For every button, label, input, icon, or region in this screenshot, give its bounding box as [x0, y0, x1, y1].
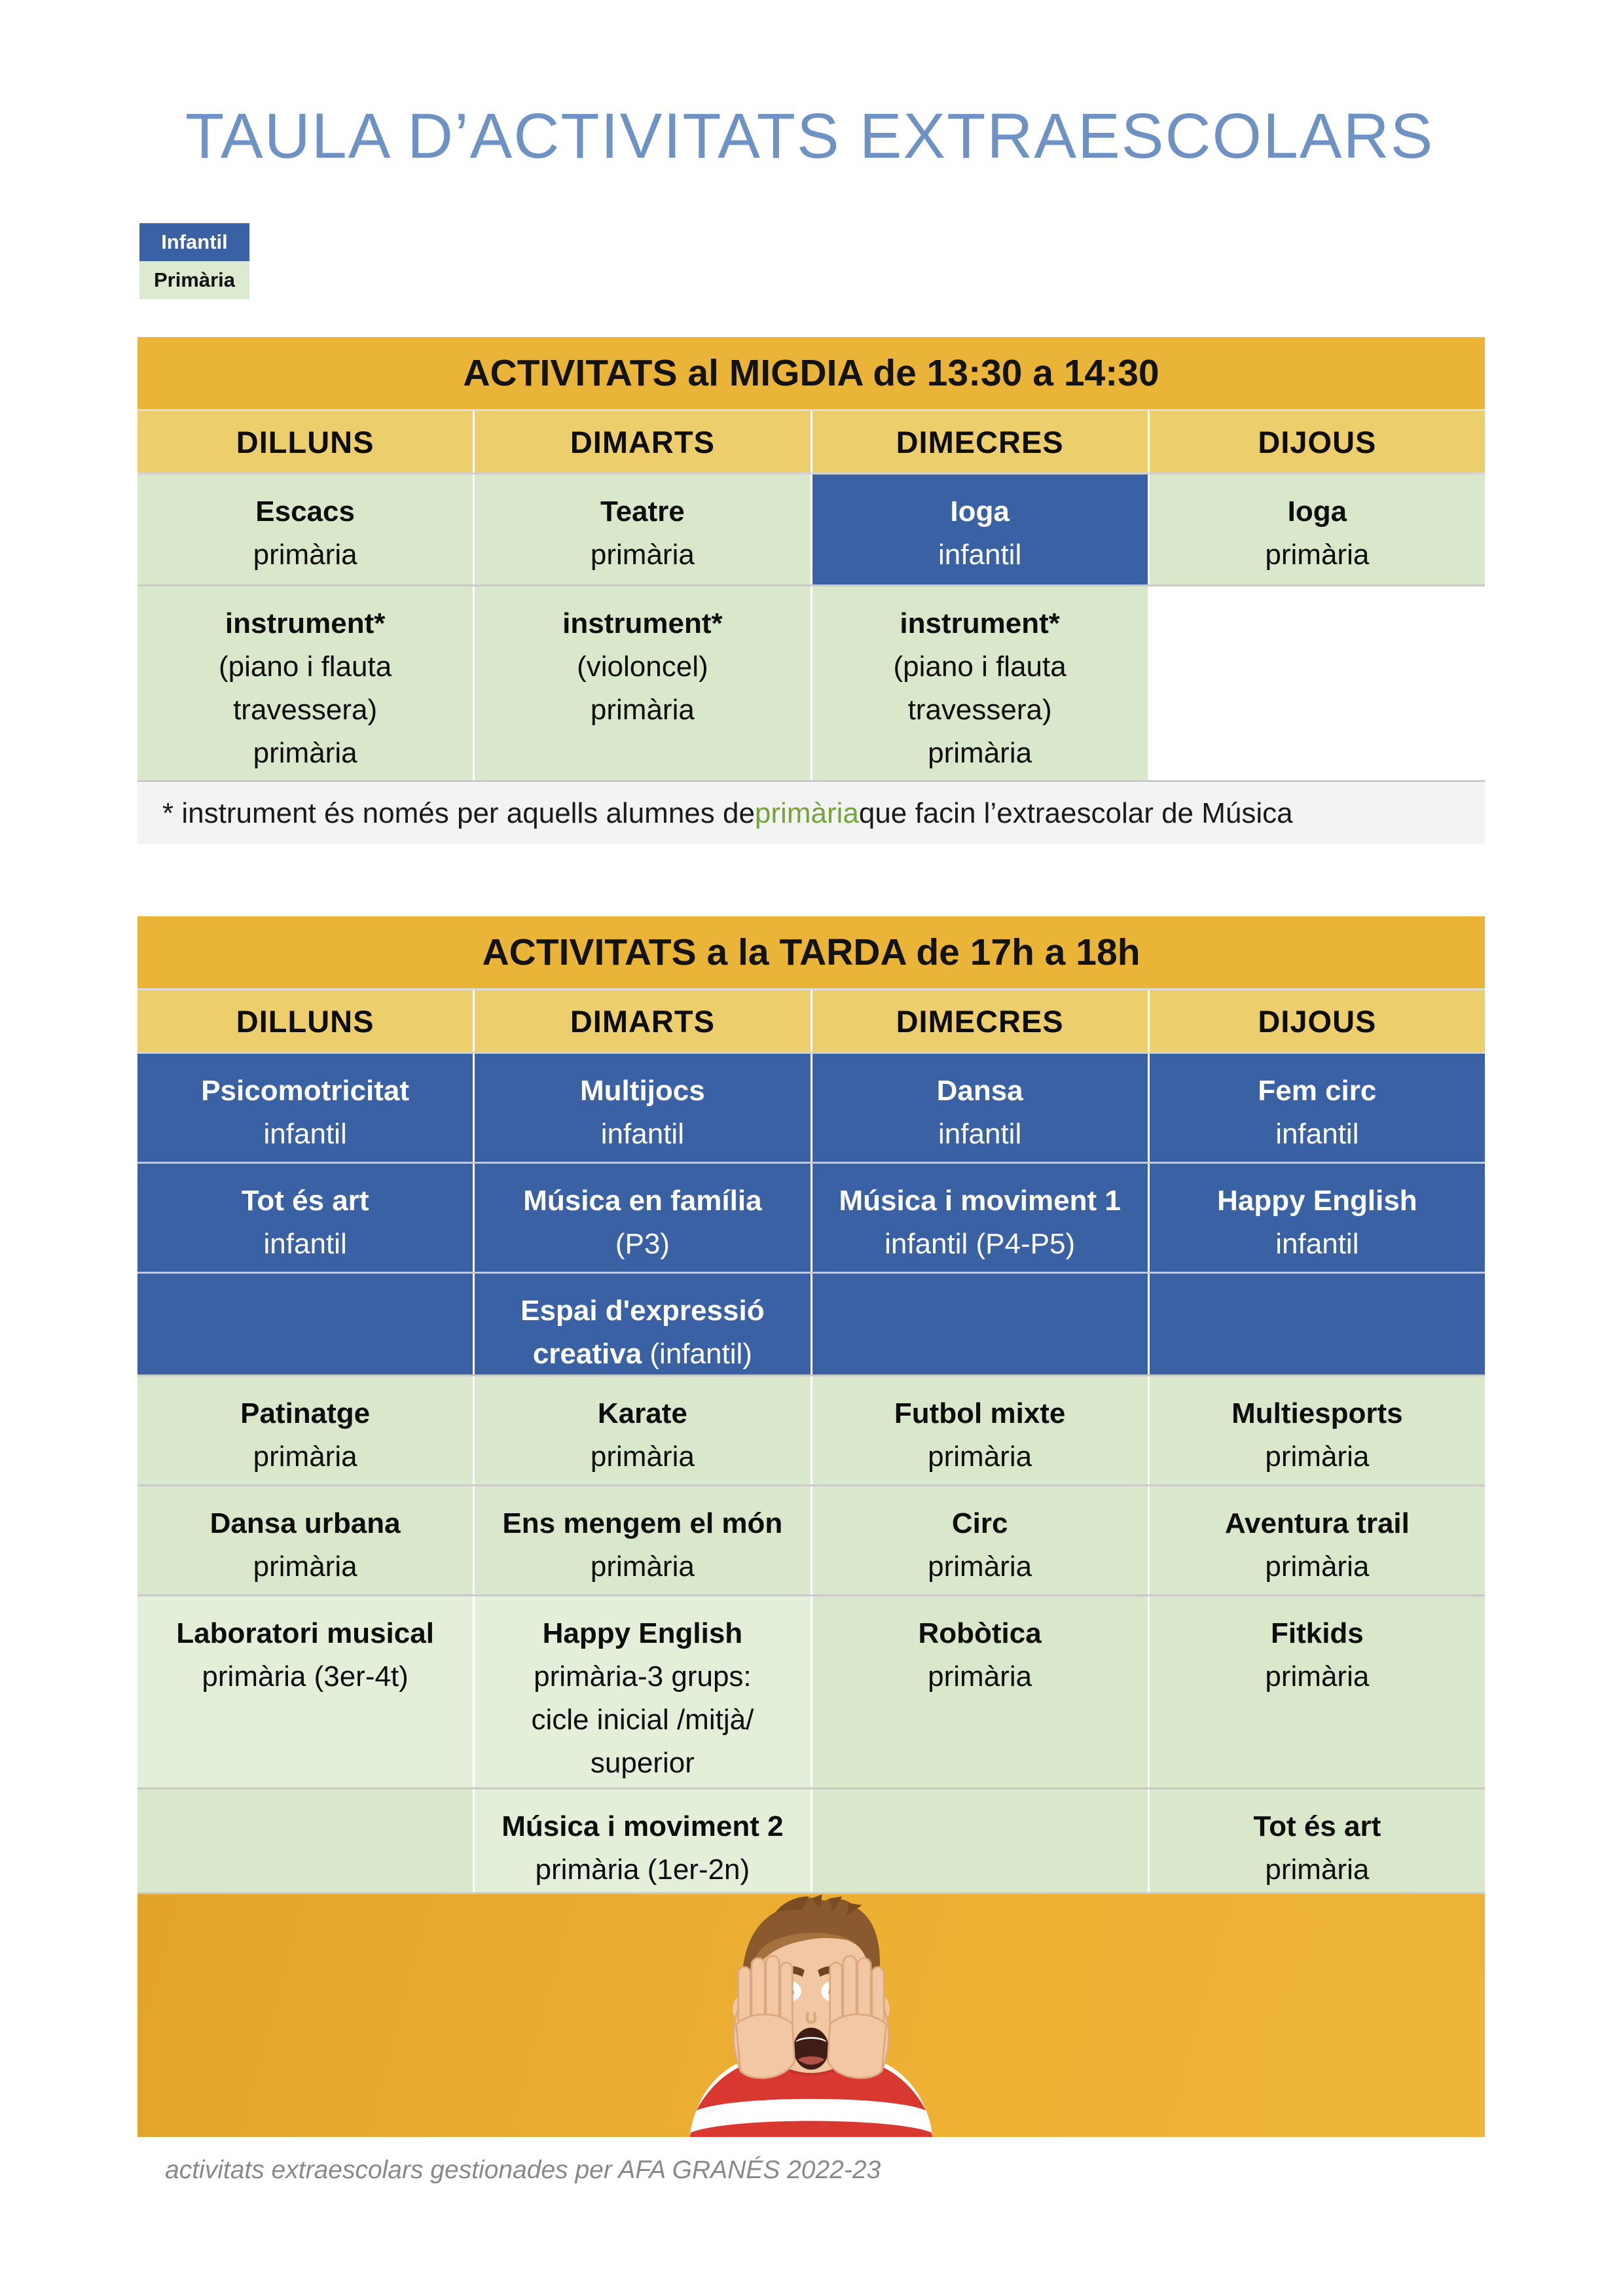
activity-cell: [812, 1486, 1148, 1594]
activity-table: [137, 916, 1485, 1894]
cell-text: travessera): [907, 694, 1052, 726]
legend-item-primaria: [139, 261, 249, 299]
activity-cell: [1150, 1376, 1485, 1484]
activity-cell: [812, 1054, 1148, 1162]
weekday-header: DIJOUS: [1150, 411, 1485, 473]
weekday-header-row: [137, 990, 1485, 1052]
cell-text: Música i moviment 1: [839, 1185, 1121, 1217]
cell-line: [264, 1113, 347, 1156]
cell-line: [253, 732, 357, 775]
cell-line: [202, 1655, 408, 1698]
page-title: TAULA D’ACTIVITATS EXTRAESCOLARS: [185, 100, 1434, 171]
table-row: [137, 1054, 1485, 1162]
cell-line: [233, 689, 377, 732]
table-row: [137, 586, 1485, 780]
cell-text: instrument*: [900, 607, 1060, 639]
cell-line: [908, 689, 1052, 732]
activity-table: [137, 337, 1485, 844]
cell-line: [598, 1392, 687, 1435]
cell-line: [210, 1502, 401, 1545]
cell-line: [225, 602, 385, 645]
table-title: ACTIVITATS a la TARDA de 17h a 18h: [137, 916, 1485, 988]
cell-text: primària: [928, 1551, 1032, 1583]
cell-text: instrument*: [225, 607, 386, 639]
cell-text: primària: [590, 694, 695, 726]
cell-text: Happy English: [1217, 1185, 1417, 1217]
cell-text: Futbol mixte: [894, 1397, 1066, 1429]
weekday-header: DIJOUS: [1150, 990, 1485, 1052]
activity-cell: [475, 1486, 810, 1594]
activity-cell: [475, 1054, 810, 1162]
empty-cell: [137, 1789, 473, 1892]
cell-line: [839, 1179, 1120, 1223]
cell-line: [1265, 533, 1369, 577]
cell-line: [1265, 1848, 1369, 1892]
cell-line: [591, 1435, 695, 1479]
cell-text: infantil: [938, 539, 1022, 571]
cell-line: [919, 1612, 1042, 1655]
cell-line: [1275, 1223, 1359, 1266]
cell-text: primària (3er-4t): [202, 1660, 409, 1693]
cell-line: [952, 1502, 1008, 1545]
cell-line: [928, 1435, 1032, 1479]
empty-cell: [812, 1274, 1148, 1374]
cell-text: Escacs: [255, 495, 355, 528]
cell-line: [1275, 1113, 1359, 1156]
cell-line: [201, 1069, 409, 1113]
cell-text: (piano i flauta: [893, 651, 1067, 683]
weekday-header: DIMARTS: [475, 990, 810, 1052]
cell-line: [928, 1545, 1032, 1588]
weekday-header: DIMECRES: [812, 411, 1148, 473]
cell-line: [1253, 1805, 1381, 1848]
legend: [139, 223, 249, 299]
cell-line: [928, 732, 1032, 775]
cell-text: Multijocs: [580, 1075, 705, 1107]
cell-line: [520, 1289, 764, 1333]
cell-text: primària: [1265, 1441, 1370, 1473]
cell-text: primària: [253, 539, 357, 571]
cell-text: infantil: [600, 1118, 684, 1150]
cell-text: primària: [253, 1551, 357, 1583]
cell-line: [1231, 1392, 1403, 1435]
cell-text: Espai d'expressió: [520, 1295, 765, 1327]
cell-text: primària: [928, 737, 1032, 769]
cell-text: primària: [928, 1441, 1032, 1473]
cell-text: instrument*: [562, 607, 723, 639]
cell-text: Dansa urbana: [210, 1507, 401, 1539]
cell-text: travessera): [233, 694, 378, 726]
cell-text: primària: [1265, 1551, 1370, 1583]
cell-text: primària-3 grups:: [534, 1660, 752, 1693]
cell-line: [543, 1612, 743, 1655]
footnote-text: que facin l’extraescolar de Música: [858, 797, 1293, 829]
activity-cell: [812, 586, 1148, 780]
footer-note: activitats extraescolars gestionades per AFA GRANÉS 2022-23: [165, 2156, 881, 2184]
table-row: [137, 1376, 1485, 1484]
cell-text: primària: [253, 1441, 357, 1473]
footnote-text: * instrument és només per aquells alumnes de: [162, 797, 755, 829]
cell-line: [1265, 1655, 1369, 1698]
cell-line: [1271, 1612, 1364, 1655]
activity-cell: [137, 586, 473, 780]
activity-cell: [1150, 1486, 1485, 1594]
weekday-header: DIMECRES: [812, 990, 1148, 1052]
cell-text: infantil: [263, 1228, 347, 1260]
cell-text: Fitkids: [1270, 1617, 1364, 1649]
activity-cell: [475, 1789, 810, 1892]
cell-line: [938, 1113, 1021, 1156]
cell-line: [1265, 1435, 1369, 1479]
empty-cell: [1150, 1274, 1485, 1374]
cell-line: [502, 1502, 782, 1545]
cell-text: primària: [590, 1551, 695, 1583]
legend-label: Infantil: [161, 230, 228, 253]
cell-line: [600, 490, 685, 533]
cell-line: [591, 1545, 695, 1588]
activity-cell: [812, 475, 1148, 584]
cell-line: [591, 1742, 695, 1785]
activity-cell: [1150, 1164, 1485, 1272]
cell-text: Laboratori musical: [176, 1617, 434, 1649]
cell-text: Happy English: [542, 1617, 743, 1649]
activity-cell: [137, 1164, 473, 1272]
table-row: [137, 1164, 1485, 1272]
cell-line: [1258, 1069, 1376, 1113]
cell-line: [937, 1069, 1023, 1113]
activity-cell: [137, 475, 473, 584]
cell-text: infantil: [938, 1118, 1022, 1150]
table-row: [137, 1596, 1485, 1787]
table-row: [137, 1789, 1485, 1892]
cell-line: [531, 1698, 754, 1742]
table-row: [137, 1274, 1485, 1374]
activity-cell: [137, 1376, 473, 1484]
cell-text: infantil: [263, 1118, 347, 1150]
activity-cell: [475, 1274, 810, 1374]
legend-item-infantil: [139, 223, 249, 261]
activity-cell: [1150, 1054, 1485, 1162]
cell-line: [884, 1223, 1075, 1266]
cell-text: primària: [1265, 1854, 1370, 1886]
cell-line: [950, 490, 1009, 533]
activity-cell: [137, 1486, 473, 1594]
cell-line: [615, 1223, 670, 1266]
activity-cell: [812, 1164, 1148, 1272]
cell-line: [176, 1612, 434, 1655]
cell-line: [894, 1392, 1066, 1435]
footnote-highlight: primària: [754, 797, 859, 829]
cell-text: Teatre: [600, 495, 685, 528]
cell-text: Tot és art: [1253, 1810, 1381, 1842]
footnote: [137, 783, 1485, 844]
cell-text: cicle inicial /mitjà/: [531, 1704, 754, 1736]
cell-line: [1288, 490, 1347, 533]
cell-text: (violoncel): [577, 651, 708, 683]
cell-text: infantil (P4-P5): [884, 1228, 1076, 1260]
cell-text: creativa: [532, 1338, 650, 1370]
cell-text: primària (1er-2n): [535, 1854, 750, 1886]
cell-text: Tot és art: [241, 1185, 369, 1217]
legend-label: Primària: [153, 268, 236, 291]
table-row: [137, 475, 1485, 584]
weekday-header: DIMARTS: [475, 411, 810, 473]
cell-text: Psicomotricitat: [201, 1075, 410, 1107]
cell-text: Robòtica: [918, 1617, 1042, 1649]
cell-line: [1265, 1545, 1369, 1588]
cell-text: Música i moviment 2: [501, 1810, 784, 1842]
cell-text: (piano i flauta: [219, 651, 392, 683]
cell-text: Multiesports: [1231, 1397, 1403, 1429]
cell-line: [536, 1848, 750, 1892]
cell-line: [938, 533, 1021, 577]
cell-text: Patinatge: [240, 1397, 371, 1429]
cell-text: Ioga: [1287, 495, 1347, 528]
cell-line: [580, 1069, 705, 1113]
cell-line: [264, 1223, 347, 1266]
cell-text: primària: [1265, 1660, 1370, 1693]
cell-text: Fem circ: [1258, 1075, 1377, 1107]
cell-text: primària: [590, 539, 695, 571]
empty-cell: [812, 1789, 1148, 1892]
cell-line: [255, 490, 355, 533]
cell-text: infantil: [1275, 1118, 1359, 1150]
weekday-header: DILLUNS: [137, 990, 473, 1052]
cell-line: [1217, 1179, 1417, 1223]
activity-cell: [475, 1596, 810, 1787]
weekday-header-row: [137, 411, 1485, 473]
table-row: [137, 1486, 1485, 1594]
cell-line: [240, 1392, 370, 1435]
cell-line: [253, 1435, 357, 1479]
activity-cell: [137, 1054, 473, 1162]
activity-cell: [1150, 1789, 1485, 1892]
cell-line: [219, 645, 392, 689]
cell-line: [253, 1545, 357, 1588]
cell-line: [534, 1655, 752, 1698]
cell-line: [601, 1113, 684, 1156]
cell-text: Aventura trail: [1224, 1507, 1410, 1539]
cell-line: [523, 1179, 761, 1223]
cell-line: [900, 602, 1059, 645]
weekday-header: DILLUNS: [137, 411, 473, 473]
cell-line: [591, 533, 695, 577]
cell-line: [533, 1333, 752, 1374]
cell-line: [501, 1805, 783, 1848]
cell-line: [577, 645, 708, 689]
cell-line: [928, 1655, 1032, 1698]
cell-line: [562, 602, 722, 645]
activity-cell: [812, 1376, 1148, 1484]
photo-banner: [137, 1894, 1485, 2137]
cell-text: Circ: [951, 1507, 1008, 1539]
cell-line: [242, 1179, 369, 1223]
cell-line: [894, 645, 1067, 689]
cell-text: infantil: [1275, 1228, 1359, 1260]
activity-cell: [475, 1164, 810, 1272]
cell-text: primària: [590, 1441, 695, 1473]
empty-cell: [1150, 586, 1485, 780]
activity-cell: [1150, 475, 1485, 584]
cell-text: Ioga: [950, 495, 1010, 528]
surprised-boy-photo: [646, 1894, 977, 2137]
table-title: ACTIVITATS al MIGDIA de 13:30 a 14:30: [137, 337, 1485, 409]
cell-text: Música en família: [523, 1185, 762, 1217]
activity-cell: [137, 1596, 473, 1787]
cell-line: [1225, 1502, 1410, 1545]
activity-cell: [475, 586, 810, 780]
cell-text: Karate: [597, 1397, 687, 1429]
activity-cell: [812, 1596, 1148, 1787]
cell-text: Ens mengem el món: [502, 1507, 783, 1539]
activity-cell: [475, 475, 810, 584]
cell-line: [253, 533, 357, 577]
cell-text: primària: [1265, 539, 1370, 571]
activity-cell: [1150, 1596, 1485, 1787]
cell-text: (infantil): [649, 1338, 752, 1370]
cell-text: (P3): [615, 1228, 670, 1260]
activity-cell: [475, 1376, 810, 1484]
empty-cell: [137, 1274, 473, 1374]
cell-text: primària: [928, 1660, 1032, 1693]
cell-text: superior: [590, 1747, 695, 1779]
cell-text: primària: [253, 737, 357, 769]
cell-line: [591, 689, 695, 732]
cell-text: Dansa: [936, 1075, 1023, 1107]
